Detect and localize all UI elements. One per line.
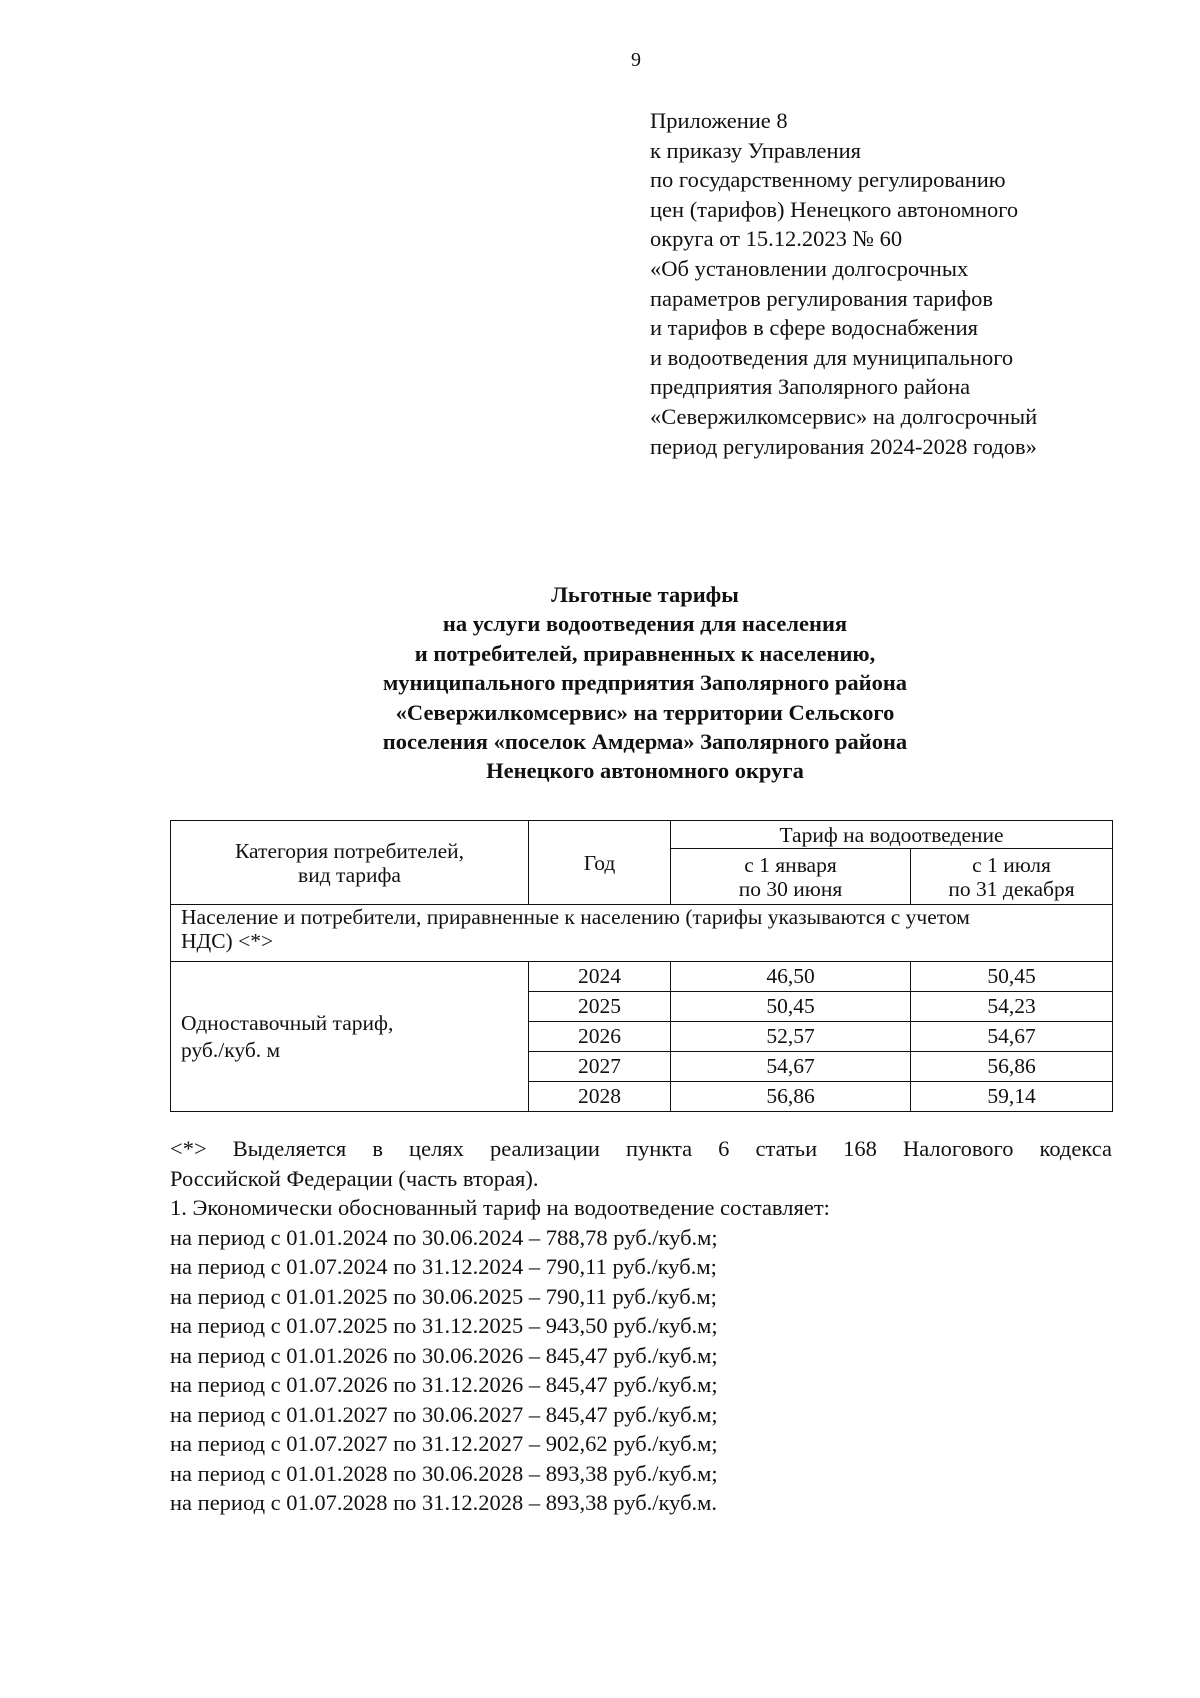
- section-row: [171, 905, 1113, 962]
- appendix-line: параметров регулирования тарифов: [650, 285, 994, 311]
- appendix-line: цен (тарифов) Ненецкого автономного: [650, 196, 1019, 222]
- economic-tariff-list: [170, 1193, 1112, 1518]
- appendix-line: период регулирования 2024-2028 годов»: [650, 433, 1037, 459]
- list-item: на период с 01.07.2025 по 31.12.2025 – 943,50 руб./куб.м;: [170, 1313, 718, 1338]
- document-title: [170, 580, 1120, 786]
- title-line: на услуги водоотведения для населения: [442, 611, 848, 637]
- year-cell: 2027: [529, 1052, 671, 1082]
- year-cell: 2028: [529, 1082, 671, 1112]
- title-line: и потребителей, приравненных к населению,: [414, 640, 876, 666]
- tariff-second-half-cell: 54,23: [911, 992, 1113, 1022]
- appendix-line: «Об установлении долгосрочных: [650, 255, 969, 281]
- appendix-line: к приказу Управления: [650, 137, 861, 163]
- header-category: Категория потребителей, вид тарифа: [171, 821, 529, 905]
- header-tariff: Тариф на водоотведение: [671, 821, 1113, 849]
- table-header-row: [171, 821, 1113, 849]
- list-item: на период с 01.07.2024 по 31.12.2024 – 790,11 руб./куб.м;: [170, 1254, 717, 1279]
- table-row: [171, 962, 1113, 992]
- tariff-second-half-cell: 54,67: [911, 1022, 1113, 1052]
- footnote-text: <*> Выделяется в целях реализации пункта 6 статьи 168 Налогового кодекса: [170, 1136, 1112, 1161]
- title-line: «Севержилкомсервис» на территории Сельского: [395, 699, 895, 725]
- list-item: на период с 01.01.2027 по 30.06.2027 – 845,47 руб./куб.м;: [170, 1401, 718, 1427]
- appendix-line: «Севержилкомсервис» на долгосрочный: [650, 403, 1038, 429]
- title-line: муниципального предприятия Заполярного района: [382, 670, 908, 696]
- title-line: Льготные тарифы: [551, 582, 739, 607]
- list-item: на период с 01.01.2025 по 30.06.2025 – 790,11 руб./куб.м;: [170, 1283, 717, 1309]
- header-period-first-half: с 1 января по 30 июня: [671, 849, 911, 905]
- appendix-line: предприятия Заполярного района: [650, 374, 971, 400]
- appendix-line: и тарифов в сфере водоснабжения: [650, 315, 978, 341]
- list-intro: 1. Экономически обоснованный тариф на водоотведение составляет:: [170, 1195, 830, 1220]
- tariff-first-half-cell: 46,50: [671, 962, 911, 992]
- title-line: поселения «поселок Амдерма» Заполярного района: [382, 729, 908, 755]
- list-item: на период с 01.07.2028 по 31.12.2028 – 893,38 руб./куб.м.: [170, 1490, 718, 1515]
- title-line: Ненецкого автономного округа: [486, 758, 804, 784]
- year-cell: 2024: [529, 962, 671, 992]
- header-year: Год: [529, 821, 671, 905]
- tariff-first-half-cell: 54,67: [671, 1052, 911, 1082]
- list-item: на период с 01.01.2026 по 30.06.2026 – 845,47 руб./куб.м;: [170, 1342, 718, 1368]
- year-cell: 2026: [529, 1022, 671, 1052]
- year-cell: 2025: [529, 992, 671, 1022]
- tariff-first-half-cell: 52,57: [671, 1022, 911, 1052]
- appendix-line: по государственному регулированию: [650, 167, 1006, 193]
- appendix-line: округа от 15.12.2023 № 60: [650, 226, 903, 252]
- tariff-first-half-cell: 56,86: [671, 1082, 911, 1112]
- tariff-second-half-cell: 50,45: [911, 962, 1113, 992]
- tariff-table: [170, 820, 1113, 1112]
- tariff-second-half-cell: 56,86: [911, 1052, 1113, 1082]
- list-item: на период с 01.01.2024 по 30.06.2024 – 788,78 руб./куб.м;: [170, 1224, 718, 1250]
- footnote-block: [170, 1134, 1112, 1518]
- list-item: на период с 01.07.2026 по 31.12.2026 – 845,47 руб./куб.м;: [170, 1372, 718, 1397]
- tariff-type-label: Одноставочный тариф, руб./куб. м: [171, 962, 529, 1112]
- list-item: на период с 01.07.2027 по 31.12.2027 – 902,62 руб./куб.м;: [170, 1431, 718, 1456]
- appendix-reference: [650, 106, 1170, 461]
- header-period-second-half: с 1 июля по 31 декабря: [911, 849, 1113, 905]
- tariff-second-half-cell: 59,14: [911, 1082, 1113, 1112]
- tariff-first-half-cell: 50,45: [671, 992, 911, 1022]
- footnote-text: Российской Федерации (часть вторая).: [170, 1165, 539, 1191]
- appendix-line: Приложение 8: [650, 108, 788, 133]
- appendix-line: и водоотведения для муниципального: [650, 344, 1014, 370]
- section-label: Население и потребители, приравненные к населению (тарифы указываются с учетом НДС) <*>: [171, 905, 1113, 962]
- list-item: на период с 01.01.2028 по 30.06.2028 – 893,38 руб./куб.м;: [170, 1460, 718, 1486]
- page-number: 9: [631, 49, 641, 71]
